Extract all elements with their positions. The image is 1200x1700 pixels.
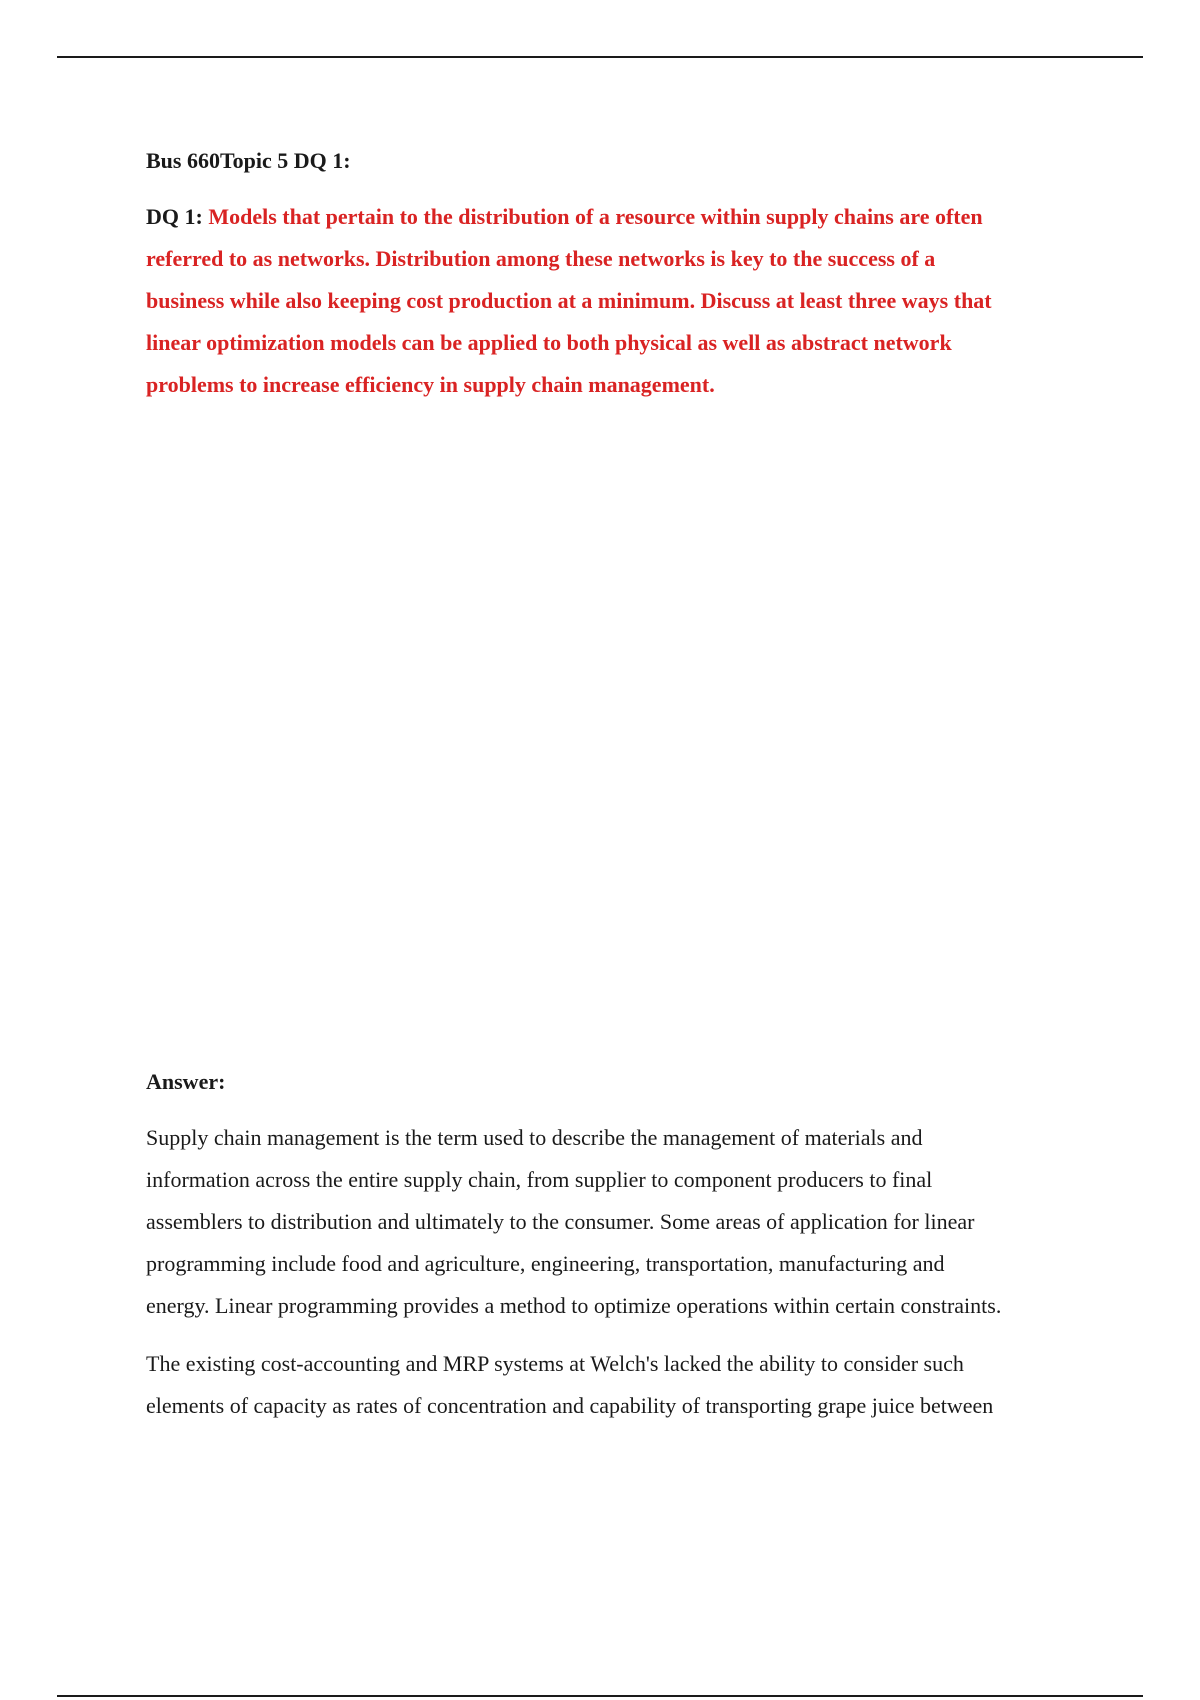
answer-p1-line-4: programming include food and agriculture, engineering, transportation, manufacturing and (146, 1251, 945, 1276)
answer-p1-line-5: energy. Linear programming provides a method to optimize operations within certain constraints. (146, 1293, 1002, 1318)
question-text-line-5: problems to increase efficiency in supply chain management. (146, 372, 715, 397)
dq-label: DQ 1: (146, 204, 203, 229)
answer-p1-line-1: Supply chain management is the term used to describe the management of materials and (146, 1125, 923, 1150)
question-line-1 (146, 196, 1096, 238)
question-text-line-4: linear optimization models can be applied to both physical as well as abstract network (146, 330, 952, 355)
answer-paragraph-2 (146, 1343, 1096, 1427)
question-text-line-3: business while also keeping cost production at a minimum. Discuss at least three ways that (146, 288, 992, 313)
answer-p2-line-2: elements of capacity as rates of concentration and capability of transporting grape juice between (146, 1393, 994, 1418)
answer-heading: Answer: (146, 1069, 226, 1094)
answer-p2-line-1: The existing cost-accounting and MRP systems at Welch's lacked the ability to consider such (146, 1351, 964, 1376)
question-text-line-2: referred to as networks. Distribution among these networks is key to the success of a (146, 246, 936, 271)
discussion-question (146, 196, 1096, 406)
question-section (146, 140, 1096, 406)
question-text-line-1: Models that pertain to the distribution of a resource within supply chains are often (208, 204, 983, 229)
answer-p1-line-2: information across the entire supply chain, from supplier to component producers to final (146, 1167, 933, 1192)
answer-paragraph-1 (146, 1117, 1096, 1327)
answer-p1-line-3: assemblers to distribution and ultimately to the consumer. Some areas of application for linear (146, 1209, 975, 1234)
document-title: Bus 660Topic 5 DQ 1: (146, 148, 351, 173)
top-rule (57, 56, 1143, 58)
answer-body (146, 1117, 1096, 1443)
bottom-rule (57, 1695, 1143, 1697)
